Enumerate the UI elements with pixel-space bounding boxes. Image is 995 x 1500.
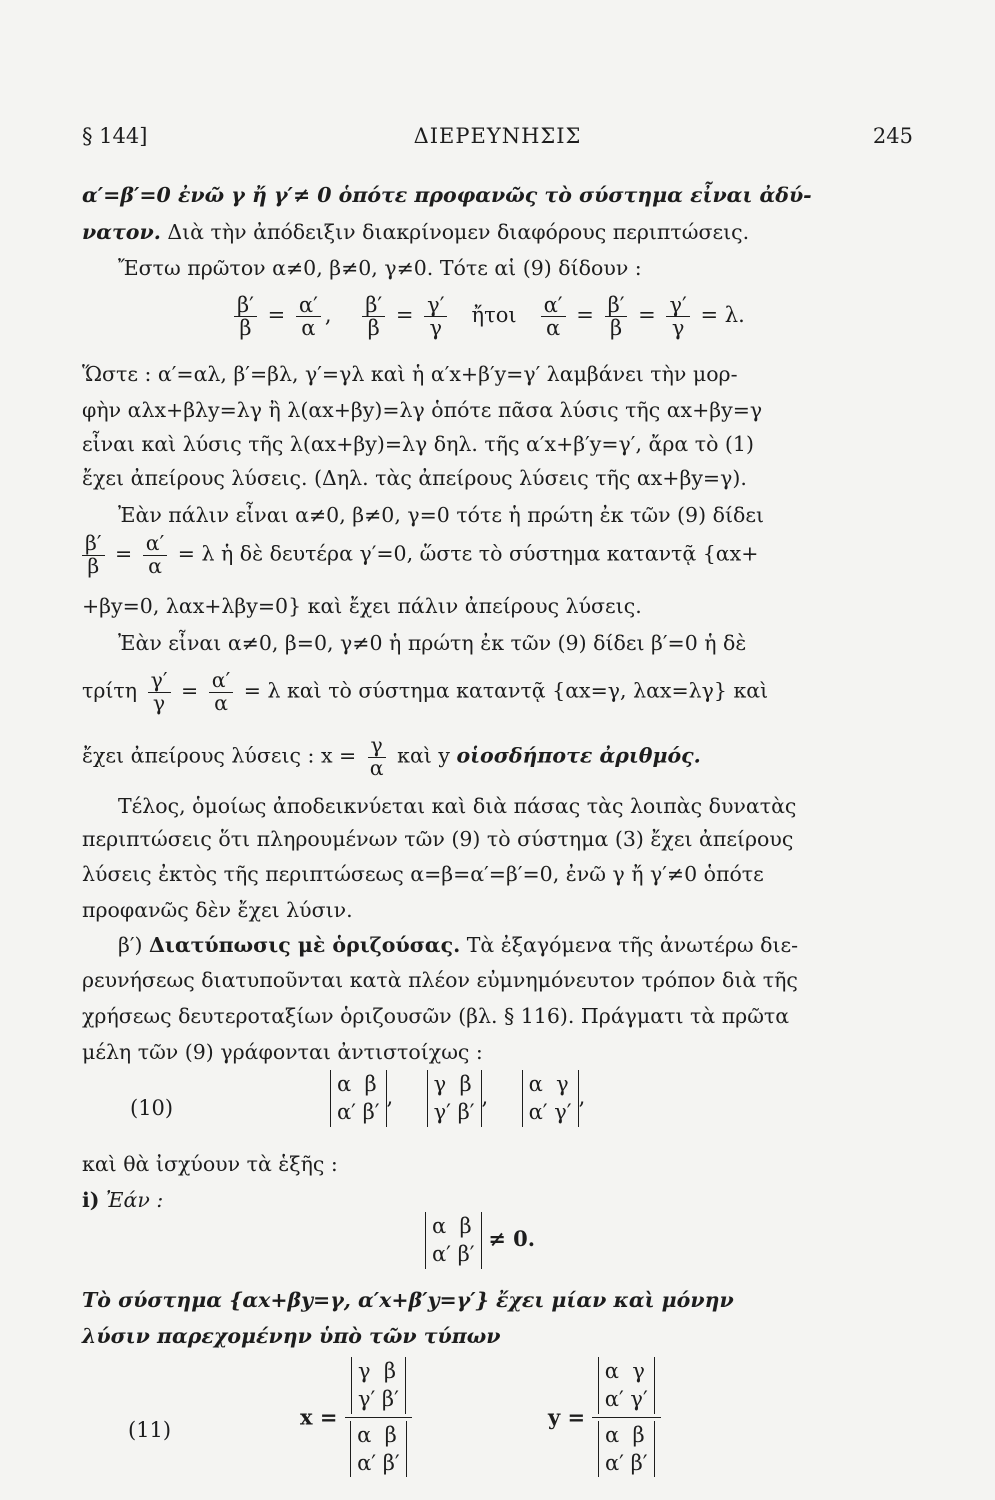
- text-line: καὶ θὰ ἰσχύουν τὰ ἑξῆς :: [82, 1152, 338, 1176]
- determinant: α β α′ β′: [330, 1070, 387, 1127]
- text-line: Ἐὰν εἶναι α≠0, β=0, γ≠0 ἡ πρώτη ἐκ τῶν (9) δίδει β′=0 ἡ δὲ: [118, 631, 747, 655]
- text-line: i) Ἐάν :: [82, 1188, 164, 1212]
- fraction: $\frac{\beta'}{\beta}$: [605, 294, 628, 339]
- text-line-with-fractions: τρίτη $\frac{\gamma'}{\gamma}$ = $\frac{\alpha'}{\alpha}$ = λ καὶ τὸ σύστημα καταντᾷ {αx=γ, λαx=λγ} καὶ: [82, 668, 769, 715]
- determinant: γ β γ′ β′: [427, 1070, 482, 1127]
- fraction: [344, 1357, 413, 1477]
- page-number: 245: [872, 124, 913, 148]
- text-line: μέλη τῶν (9) γράφονται ἀντιστοίχως :: [82, 1040, 483, 1064]
- text-line: λύσιν παρεχομένην ὑπὸ τῶν τύπων: [82, 1324, 501, 1348]
- fraction: $\frac{\alpha'}{\alpha}$: [541, 294, 566, 339]
- text-line: εἶναι καὶ λύσις τῆς λ(αx+βy)=λγ δηλ. τῆς α′x+β′y=γ′, ἄρα τὸ (1): [82, 432, 754, 456]
- text-fragment: Διὰ τὴν ἀπόδειξιν διακρίνομεν διαφόρους περιπτώσεις.: [160, 220, 750, 244]
- section-number: § 144]: [82, 124, 148, 148]
- text-line: λύσεις ἐκτὸς τῆς περιπτώσεως α=β=α′=β′=0, ἐνῶ γ ἤ γ′≠0 ὁπότε: [82, 862, 764, 886]
- text-line: Τὸ σύστημα {αx+βy=γ, α′x+β′y=γ′} ἔχει μίαν καὶ μόνην: [82, 1288, 734, 1312]
- text-line-with-fractions: ἔχει ἀπείρους λύσεις : x = $\frac{\gamma}{\alpha}$ καὶ y οἱοσδήποτε ἀριθμός.: [82, 733, 701, 780]
- equation-label: (10): [130, 1096, 174, 1120]
- text-line: φὴν αλx+βλy=λγ ἢ λ(αx+βy)=λγ ὁπότε πᾶσα λύσις τῆς αx+βy=γ: [82, 398, 763, 422]
- text-line: β′) Διατύπωσις μὲ ὁριζούσας. Τὰ ἐξαγόμενα τῆς ἀνωτέρω διε-: [118, 933, 799, 957]
- fraction: $\frac{\gamma'}{\gamma}$: [666, 294, 689, 339]
- text-line: α′=β′=0 ἐνῶ γ ἤ γ′≠ 0 ὁπότε προφανῶς τὸ σύστημα εἶναι ἀδύ-: [82, 183, 812, 207]
- subsection-heading: Διατύπωσις μὲ ὁριζούσας.: [149, 933, 461, 957]
- text-line: Ἐὰν πάλιν εἶναι α≠0, β≠0, γ=0 τότε ἡ πρώτη ἐκ τῶν (9) δίδει: [118, 503, 764, 527]
- text-line-with-fractions: $\frac{\beta'}{\beta}$ = $\frac{\alpha'}{\alpha}$ = λ ἡ δὲ δευτέρα γ′=0, ὥστε τὸ σύστημα καταντᾷ {αx+: [82, 533, 922, 577]
- determinant: α γ α′ γ′: [522, 1070, 579, 1127]
- fraction: $\frac{\beta'}{\beta}$: [82, 533, 105, 577]
- fraction: $\frac{\alpha'}{\alpha}$: [209, 670, 234, 714]
- text-line: χρήσεως δευτεροταξίων ὁριζουσῶν (βλ. § 116). Πράγματι τὰ πρῶτα: [82, 1004, 790, 1028]
- text-line: Ἔστω πρῶτον α≠0, β≠0, γ≠0. Τότε αἱ (9) δίδουν :: [118, 256, 642, 280]
- text-line: +βy=0, λαx+λβy=0} καὶ ἔχει πάλιν ἀπείρους λύσεις.: [82, 594, 642, 618]
- fraction: $\frac{\gamma'}{\gamma}$: [424, 294, 447, 339]
- cramer-y-formula: y = α γ α′ γ′ α β α′ β′: [548, 1357, 661, 1477]
- text-fragment: νατον.: [82, 220, 161, 244]
- fraction: $\frac{\beta'}{\beta}$: [234, 294, 257, 339]
- text-line: περιπτώσεις ὅτι πληρουμένων τῶν (9) τὸ σύστημα (3) ἔχει ἀπείρους: [82, 827, 794, 851]
- text-line: ρευνήσεως διατυποῦνται κατὰ πλέον εὐμνημόνευτον τρόπον διὰ τῆς: [82, 968, 798, 992]
- ratio-equation: $\frac{\beta'}{\beta}$ = $\frac{\alpha'}{\alpha}$ , $\frac{\beta'}{\beta}$ = $\frac{\gamma'}{\gamma}$ ἤτοι $\frac{\alpha'}{\alpha}$ = $\frac{\beta'}{\beta}$ = $\frac{\gamma'}{\gamma}$ = λ.: [230, 294, 745, 339]
- text-line: Τέλος, ὁμοίως ἀποδεικνύεται καὶ διὰ πάσας τὰς λοιπὰς δυνατὰς: [118, 794, 797, 818]
- text-line: Ὥστε : α′=αλ, β′=βλ, γ′=γλ καὶ ἡ α′x+β′y=γ′ λαμβάνει τὴν μορ-: [82, 362, 738, 386]
- equation-label: (11): [128, 1418, 172, 1442]
- text-line: [82, 220, 922, 244]
- text-line: ἔχει ἀπείρους λύσεις. (Δηλ. τὰς ἀπείρους λύσεις τῆς αx+βy=γ).: [82, 466, 747, 490]
- determinants-row: α β α′ β′ , γ β γ′ β′ , α γ α′ γ′ ,: [330, 1070, 585, 1127]
- fraction: $\frac{\gamma}{\alpha}$: [367, 735, 387, 779]
- determinant: α β α′ β′: [598, 1421, 655, 1478]
- fraction: $\frac{\gamma'}{\gamma}$: [148, 670, 171, 714]
- determinant: α β α′ β′: [425, 1212, 482, 1269]
- fraction: [592, 1357, 661, 1477]
- cramer-x-formula: x = γ β γ′ β′ α β α′ β′: [300, 1357, 413, 1477]
- determinant-condition: α β α′ β′ ≠ 0.: [425, 1212, 535, 1269]
- running-title: ΔΙΕΡΕΥΝΗΣΙΣ: [413, 124, 582, 148]
- determinant: α γ α′ γ′: [598, 1357, 655, 1414]
- fraction: $\frac{\alpha'}{\alpha}$: [143, 533, 168, 577]
- determinant: γ β γ′ β′: [351, 1357, 406, 1414]
- determinant: α β α′ β′: [350, 1421, 407, 1478]
- fraction: $\frac{\alpha'}{\alpha}$: [296, 294, 321, 339]
- text-line: προφανῶς δὲν ἔχει λύσιν.: [82, 898, 353, 922]
- fraction: $\frac{\beta'}{\beta}$: [362, 294, 385, 339]
